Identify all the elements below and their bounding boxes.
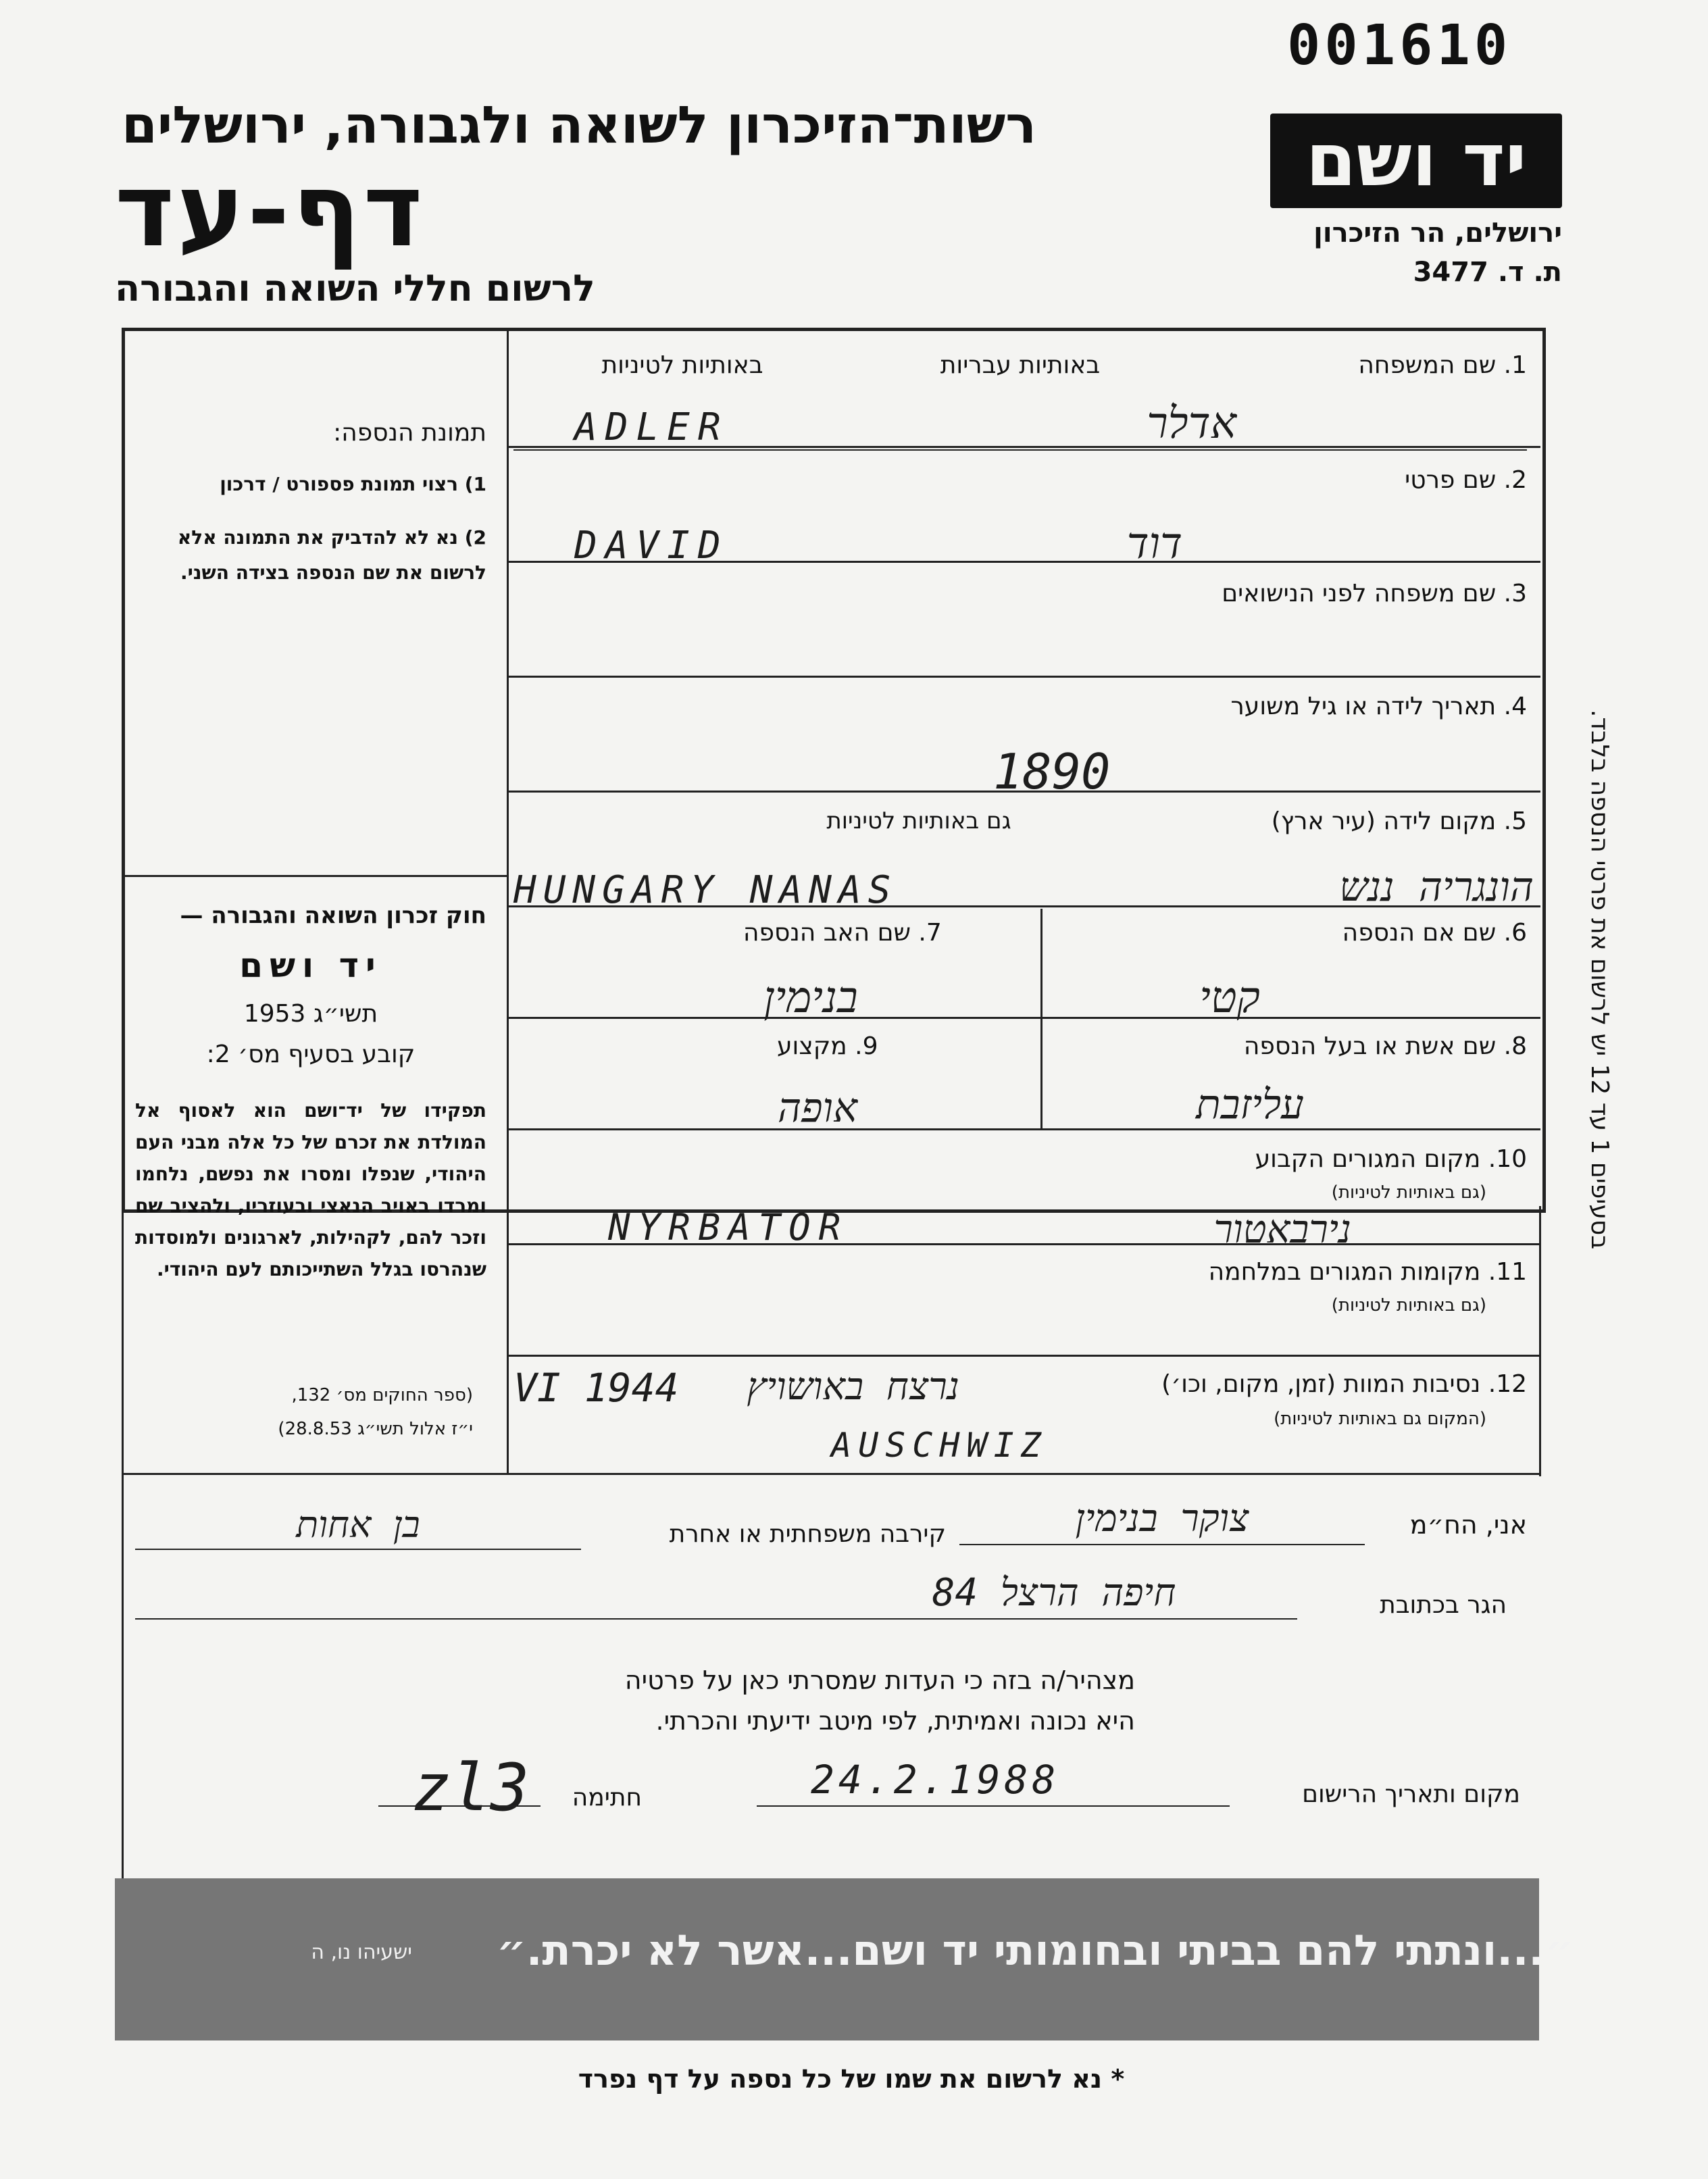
field-5-latin-label: גם באותיות לטיניות: [826, 807, 1011, 834]
relation-value: בן אחות: [296, 1503, 420, 1546]
law-name: יד ושם: [239, 946, 382, 985]
declarant-value: צוקר בנימין: [1075, 1497, 1249, 1541]
field-10-value-hebrew: נירבאטור: [1213, 1206, 1351, 1252]
address-line-2: ת. ד. 3477: [1413, 257, 1562, 288]
left-edge-lower: [122, 1206, 124, 1882]
field-9-value: אופה: [778, 1084, 857, 1132]
field-6-value: קטי: [1199, 973, 1260, 1023]
relation-underline: [135, 1549, 581, 1550]
signature-underline: [378, 1805, 541, 1807]
logo-text: יד ושם: [1305, 118, 1527, 203]
serial-number: 001610: [1287, 14, 1512, 78]
field-1-label: 1. שם המשפחה: [1358, 351, 1527, 379]
right-edge: [1539, 1206, 1541, 1476]
law-title: חוק זכרון השואה והגבורה —: [180, 902, 486, 929]
address-line-1: ירושלים, הר הזיכרון: [1313, 218, 1562, 249]
address-underline: [135, 1618, 1297, 1620]
row-divider: [507, 1128, 1540, 1130]
declarant-underline: [959, 1544, 1365, 1545]
hebrew-letters-label: באותיות עבריות: [940, 351, 1101, 379]
side-note: בסעיפים 1 עד 12 יש לרשום את פרטי הנספה בלבד.: [1586, 709, 1613, 1250]
yad-vashem-logo: [1270, 114, 1562, 208]
row-divider: [507, 1017, 1540, 1019]
field-2-value-latin: DAVID: [574, 524, 729, 568]
section-divider: [122, 1473, 1540, 1475]
field-9-label: 9. מקצוע: [777, 1032, 878, 1060]
field-11-sublabel: (גם באותיות לטיניות): [1331, 1295, 1486, 1316]
law-year: תשי״ג 1953: [243, 1000, 378, 1028]
photo-note-1: 1) רצוי תמונת פספורט / דרכון: [220, 473, 486, 495]
quote-banner: [115, 1878, 1574, 2040]
place-date-label: מקום ותאריך הרישום: [1302, 1780, 1520, 1808]
form-frame: [122, 328, 1546, 1213]
field-7-value: בנימין: [763, 973, 858, 1023]
authority-title: רשות־הזיכרון לשואה ולגבורה, ירושלים: [122, 95, 1036, 155]
field-5-value-latin: HUNGARY NANAS: [513, 868, 898, 912]
row-divider: [507, 1355, 1540, 1357]
field-1-value-hebrew: אדלר: [1147, 399, 1236, 449]
declarant-label: אני, הח״מ: [1409, 1510, 1527, 1540]
field-2-value-hebrew: דוד: [1126, 519, 1182, 569]
place-date-underline: [757, 1805, 1230, 1807]
relation-label: קירבה משפחתית או אחרת: [669, 1520, 946, 1548]
field-12-value-latin: AUSCHWIZ: [831, 1426, 1048, 1465]
photo-note-2: 2) נא לא להדביק את התמונה אלא לרשום את שם הנספה בצידה השני.: [177, 526, 486, 584]
field-12-label: 12. נסיבות המוות (זמן, מקום, וכו׳): [1161, 1370, 1527, 1398]
field-2-label: 2. שם פרטי: [1405, 466, 1527, 494]
footer-note: * נא לרשום את שמו של כל נספה על דף נפרד: [578, 2064, 1125, 2094]
left-box-divider: [122, 875, 508, 877]
field-8-value: עליזבת: [1196, 1081, 1304, 1128]
law-section: קובע בסעיף מס׳ 2:: [206, 1041, 416, 1068]
law-reference-1: (ספר החוקים מס׳ 132,: [291, 1385, 473, 1405]
left-column-divider: [507, 331, 509, 1473]
field-12-value-date: VI 1944: [513, 1365, 679, 1411]
field-4-value: 1890: [993, 743, 1111, 800]
banner-quote: ״...ונתתי להם בביתי ובחומותי יד ושם...אשר לא יכרת.״: [496, 1926, 1574, 1975]
row-divider: [507, 676, 1540, 678]
address-label: הגר בכתובת: [1380, 1591, 1507, 1619]
field-1-value-latin: ADLER: [574, 405, 729, 449]
field-10-label: 10. מקום המגורים הקבוע: [1255, 1145, 1527, 1173]
law-body: תפקידו של יד־ושם הוא לאסוף אל המולדת את זכרם של כל אלה מבני העם היהודי, שנפלו ומסרו את נפשם, נלחמו ומרדו באויב הנאצי ובעוזריו, ולהציב שם וזכר להם, לקהילות, לארגונים ולמוסדות שנהרסו בגלל השתייכותם לעם היהודי.: [135, 1099, 486, 1280]
signature-label: חתימה: [572, 1784, 642, 1811]
statement-line-1: מצהיר/ה בזה כי העדות שמסרתי כאן על פרטיה: [624, 1665, 1135, 1695]
place-date-value: 24.2.1988: [811, 1757, 1060, 1803]
column-split: [1040, 909, 1043, 1128]
law-reference-2: י״ז אלול תשי״ג 28.8.53): [278, 1419, 473, 1439]
field-10-sublabel: (גם באותיות לטיניות): [1331, 1182, 1486, 1203]
field-3-label: 3. שם משפחה לפני הנישואים: [1222, 580, 1527, 607]
statement-line-2: היא נכונה ואמיתית, לפי מיטב ידיעתי והכרתי.: [655, 1706, 1135, 1736]
document-subtitle: לרשום חללי השואה והגבורה: [115, 267, 595, 309]
field-8-label: 8. שם אשת או בעל הנספה: [1243, 1032, 1527, 1060]
banner-source: ישעיהו נו, ה: [311, 1940, 412, 1964]
field-7-label: 7. שם האב הנספה: [743, 919, 942, 947]
photo-heading: תמונת הנספה:: [333, 419, 486, 447]
field-6-label: 6. שם אם הנספה: [1342, 919, 1527, 947]
field-10-value-latin: NYRBATOR: [608, 1206, 849, 1249]
field-5-value-hebrew: הונגריה ננש: [1339, 863, 1534, 911]
latin-letters-label: באותיות לטיניות: [601, 351, 763, 379]
address-value: חיפה הרצל 84: [932, 1571, 1176, 1615]
signature: zl3: [412, 1750, 530, 1826]
field-5-label: 5. מקום לידה (עיר ארץ): [1271, 807, 1527, 835]
field-12-value-hebrew: נרצח באושויץ: [747, 1365, 959, 1409]
document-title: דף-עד: [115, 152, 426, 270]
field-4-label: 4. תאריך לידה או גיל משוער: [1230, 693, 1527, 720]
field-11-label: 11. מקומות המגורים במלחמה: [1208, 1258, 1527, 1286]
value-underline: [513, 449, 1527, 451]
field-12-sublabel: (המקום גם באותיות לטיניות): [1274, 1409, 1486, 1429]
